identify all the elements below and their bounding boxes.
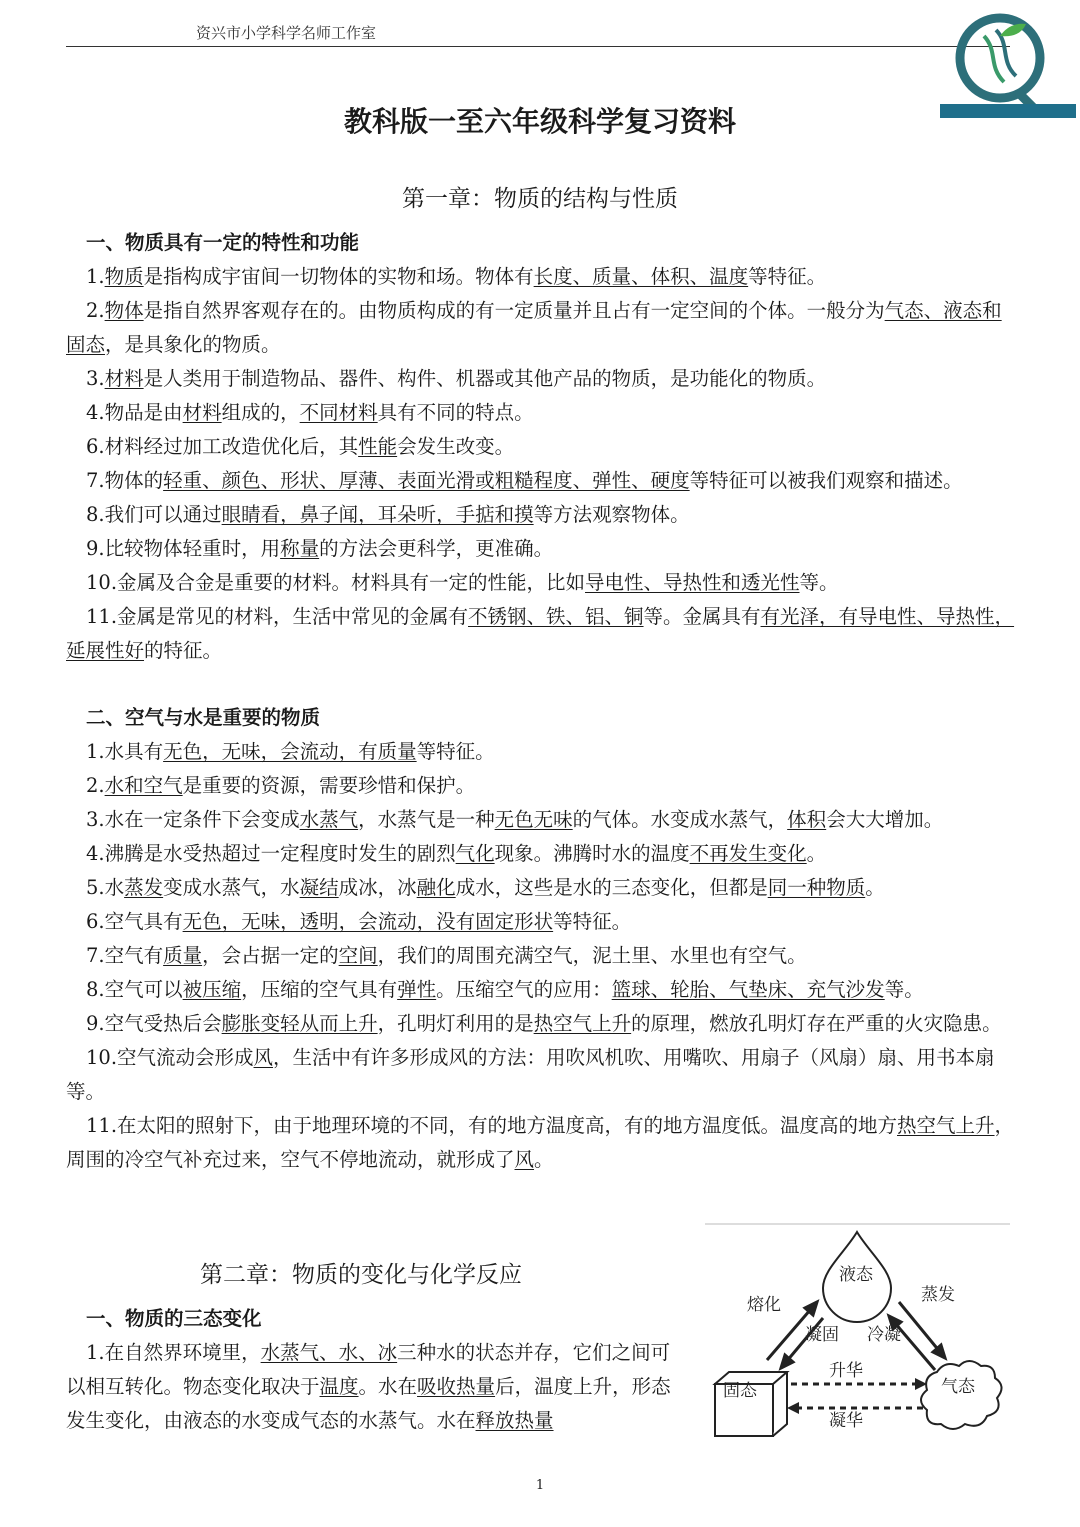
label-gas: 气态 [941,1377,975,1397]
item-text: 三种水的状态并存，它们之间可以相互转化。物态变化取决于 [66,1341,671,1398]
item-text: 。 [865,876,885,899]
item-text: 的原理，燃放孔明灯存在严重的火灾隐患。 [631,1012,1002,1035]
item-text: 成冰，冰 [338,876,417,899]
list-item [66,498,1018,532]
item-text: 具有不同的特点。 [377,401,534,424]
list-item [66,837,1018,871]
list-item [66,260,1018,294]
item-text: 组成的， [221,401,300,424]
item-text: 是指自然界客观存在的。由物质构成的有一定质量并且占有一定空间的个体。一般分为 [143,299,885,322]
list-item [66,905,1018,939]
water-phase-diagram [705,1222,1010,1447]
list-item [66,1109,1018,1177]
section-heading: 二、空气与水是重要的物质 [86,706,321,729]
item-text: 的特征。 [144,639,223,662]
underlined-key-term: 同一种物质 [767,876,866,899]
underlined-key-term: 长度、质量、体积、温度 [533,265,749,288]
ch2-sec1-body [66,1336,688,1438]
item-text: 1. [86,265,105,288]
chapter2-title: 第二章：物质的变化与化学反应 [200,1262,522,1288]
item-text: 3.水在一定条件下会变成 [86,808,300,831]
item-text: 7.空气有 [86,944,164,967]
underlined-key-term: 气化 [455,842,495,865]
item-text: ，生活中有许多形成风的方法：用吹风机吹、用嘴吹、用扇子（风扇）扇、用书本扇等。 [66,1046,995,1103]
underlined-key-term: 蒸发 [124,876,164,899]
item-text: 8.我们可以通过 [86,503,222,526]
underlined-key-term: 吸收热量 [417,1375,496,1398]
item-text: 等特征。 [748,265,827,288]
list-item [66,362,1018,396]
header-org: 资兴市小学科学名师工作室 [196,24,377,42]
item-text: ，会占据一定的 [202,944,339,967]
underlined-key-term: 被压缩 [182,978,242,1001]
item-text: 11.在太阳的照射下，由于地理环境的不同，有的地方温度高，有的地方温度低。温度高的地方 [86,1114,898,1137]
list-item [66,600,1018,668]
item-text: 等。金属具有 [643,605,761,628]
list-item [66,464,1018,498]
list-item [66,294,1018,362]
item-text: 等。 [884,978,924,1001]
list-item [66,396,1018,430]
item-text: ，孔明灯利用的是 [377,1012,534,1035]
section-heading: 一、物质的三态变化 [86,1307,262,1330]
underlined-key-term: 不同材料 [299,401,378,424]
item-text: 3. [86,367,105,390]
underlined-key-term: 水蒸气 [299,808,359,831]
underlined-key-term: 不锈钢、铁、铝、铜 [468,605,644,628]
item-text: 等。 [799,571,839,594]
item-text: 等方法观察物体。 [533,503,690,526]
item-text: 8.空气可以 [86,978,183,1001]
underlined-key-term: 眼睛看，鼻子闻，耳朵听，手掂和摸 [221,503,534,526]
list-item [66,769,1018,803]
item-text: 1.水具有 [86,740,164,763]
underlined-key-term: 热空气上升 [533,1012,632,1035]
underlined-key-term: 无色，无味，会流动，有质量 [163,740,417,763]
item-text: 变成水蒸气，水 [163,876,300,899]
label-sublimate: 升华 [829,1361,863,1381]
list-item [66,735,1018,769]
underlined-key-term: 不再发生变化 [689,842,807,865]
underlined-key-term: 水蒸气、水、冰 [260,1341,398,1364]
section-heading: 一、物质具有一定的特性和功能 [86,231,360,254]
underlined-key-term: 热空气上升 [897,1114,995,1137]
document-title: 教科版一至六年级科学复习资料 [343,105,736,138]
item-text: 9.空气受热后会 [86,1012,222,1035]
underlined-key-term: 无色无味 [494,808,573,831]
chapter1-title: 第一章：物质的结构与性质 [402,186,678,212]
item-text: 后，温度上升，形态发生变化，由液态的水变成气态的水蒸气。水在 [66,1375,671,1432]
item-text: ，压缩的空气具有 [241,978,398,1001]
underlined-key-term: 质量 [163,944,203,967]
underlined-key-term: 导电性、导热性和透光性 [585,571,800,594]
item-text: 10.金属及合金是重要的材料。材料具有一定的性能，比如 [86,571,586,594]
item-text: 。压缩空气的应用： [436,978,612,1001]
item-text: 。水在 [358,1375,418,1398]
underlined-key-term: 材料 [182,401,222,424]
item-text: 等特征可以被我们观察和描述。 [689,469,963,492]
underlined-key-term: 膨胀变轻从而上升 [221,1012,378,1035]
item-text: ，周围的冷空气补充过来，空气不停地流动，就形成了 [66,1114,1015,1171]
underlined-key-term: 篮球、轮胎、气垫床、充气沙发 [611,978,885,1001]
underlined-key-term: 温度 [319,1375,359,1398]
item-text: 现象。沸腾时水的温度 [494,842,690,865]
page-number: 1 [535,1478,545,1493]
label-freeze: 凝固 [805,1325,839,1345]
label-evaporate: 蒸发 [921,1285,955,1305]
page-header [66,20,1010,47]
item-text: 4.沸腾是水受热超过一定程度时发生的剧烈 [86,842,456,865]
list-item [66,973,1018,1007]
list-item [66,871,1018,905]
item-text: 是人类用于制造物品、器件、构件、机器或其他产品的物质，是功能化的物质。 [143,367,827,390]
item-text: 6.材料经过加工改造优化后，其 [86,435,359,458]
underlined-key-term: 风 [253,1046,274,1069]
item-text: 2. [86,299,105,322]
label-melt: 熔化 [747,1295,781,1315]
ch1-sec2-body [66,735,1018,1177]
underlined-key-term: 凝结 [299,876,339,899]
underlined-key-term: 风 [514,1148,535,1171]
item-text: 1.在自然界环境里， [86,1341,261,1364]
label-solid: 固态 [723,1381,757,1401]
item-text: 5.水 [86,876,125,899]
item-text: 的气体。水变成水蒸气， [572,808,788,831]
item-text: 会发生改变。 [397,435,515,458]
item-text: ，我们的周围充满空气，泥土里、水里也有空气。 [377,944,807,967]
underlined-key-term: 释放热量 [475,1409,554,1432]
label-condense: 冷凝 [867,1325,901,1345]
label-deposit: 凝华 [829,1411,863,1431]
list-item [66,1041,1018,1109]
underlined-key-term: 性能 [358,435,398,458]
label-liquid: 液态 [839,1265,873,1285]
item-text: 是指构成宇宙间一切物体的实物和场。物体有 [143,265,534,288]
underlined-key-term: 无色，无味，透明，会流动，没有固定形状 [182,910,554,933]
underlined-key-term: 融化 [416,876,456,899]
item-text: 6.空气具有 [86,910,183,933]
item-text: 会大大增加。 [826,808,944,831]
underlined-key-term: 空间 [338,944,378,967]
list-item [66,1007,1018,1041]
underlined-key-term: 水和空气 [104,774,183,797]
item-text: 4.物品是由 [86,401,183,424]
underlined-key-term: 称量 [280,537,320,560]
list-item [66,803,1018,837]
underlined-key-term: 体积 [787,808,827,831]
underlined-key-term: 有光泽，有导电性、导热性，延展性好 [66,605,1015,662]
list-item [66,939,1018,973]
item-text: 等特征。 [553,910,632,933]
item-text: 。 [534,1148,554,1171]
underlined-key-term: 材料 [104,367,144,390]
item-text: 等特征。 [416,740,495,763]
item-text: 是重要的资源，需要珍惜和保护。 [182,774,476,797]
ch1-sec1-body [66,260,1018,668]
list-item [66,1336,688,1438]
item-text: 11.金属是常见的材料，生活中常见的金属有 [86,605,469,628]
underlined-key-term: 弹性 [397,978,437,1001]
item-text: ，水蒸气是一种 [358,808,495,831]
underlined-key-term: 物体 [104,299,144,322]
item-text: 成水，这些是水的三态变化，但都是 [455,876,768,899]
item-text: ，是具象化的物质。 [105,333,281,356]
item-text: 。 [806,842,827,865]
item-text: 7.物体的 [86,469,164,492]
underlined-key-term: 物质 [104,265,144,288]
underlined-key-term: 气态、液态和固态 [66,299,1002,356]
list-item [66,566,1018,600]
item-text: 10.空气流动会形成 [86,1046,254,1069]
list-item [66,532,1018,566]
underlined-key-term: 轻重、颜色、形状、厚薄、表面光滑或粗糙程度、弹性、硬度 [163,469,690,492]
item-text: 2. [86,774,105,797]
list-item [66,430,1018,464]
item-text: 的方法会更科学，更准确。 [319,537,554,560]
item-text: 9.比较物体轻重时，用 [86,537,281,560]
